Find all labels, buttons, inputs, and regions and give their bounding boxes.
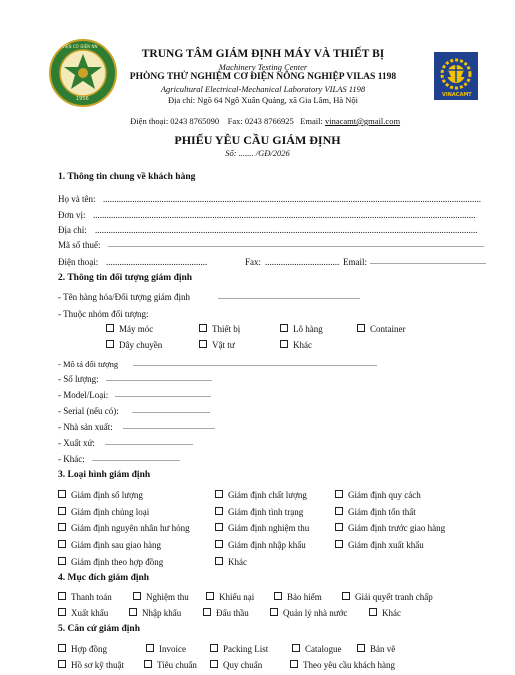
lab-name: PHÒNG THỬ NGHIỆM CƠ ĐIỆN NÔNG NGHIỆP VILAS 1198	[129, 72, 397, 82]
type-checkbox-ton-that[interactable]: Giám định tổn thất	[335, 507, 416, 517]
checkbox-icon[interactable]	[210, 660, 218, 668]
checkbox-icon[interactable]	[215, 523, 223, 531]
group-checkbox-may-moc[interactable]: Máy móc	[106, 324, 153, 334]
checkbox-icon[interactable]	[58, 644, 66, 652]
left-logo-text: VIỆN CƠ ĐIỆN NN	[62, 44, 98, 49]
checkbox-icon[interactable]	[199, 340, 207, 348]
name-label: Họ và tên:	[58, 194, 96, 204]
other-field[interactable]: ............................................	[92, 454, 180, 463]
checkbox-icon[interactable]	[106, 340, 114, 348]
type-checkbox-nguyen-nhan[interactable]: Giám định nguyên nhân hư hỏng	[58, 523, 190, 533]
type-checkbox-chat-luong[interactable]: Giám định chất lượng	[215, 490, 307, 500]
email-label: Email:	[343, 257, 367, 267]
basis-checkbox-theo-yeu-cau[interactable]: Theo yêu cầu khách hàng	[290, 660, 395, 670]
group-label: - Thuộc nhóm đối tượng:	[58, 309, 149, 319]
checkbox-icon[interactable]	[58, 490, 66, 498]
checkbox-icon[interactable]	[58, 523, 66, 531]
checkbox-icon[interactable]	[342, 592, 350, 600]
section4-heading: 4. Mục đích giám định	[58, 573, 150, 583]
name-field[interactable]: ........................................................................................................................................................................	[103, 194, 481, 204]
section2-heading: 2. Thông tin đối tượng giám định	[58, 273, 193, 283]
qty-field[interactable]: .....................................................	[106, 374, 212, 383]
tax-field[interactable]: ............................................................................................................................................................................................	[108, 240, 484, 249]
left-logo	[48, 38, 118, 108]
checkbox-icon[interactable]	[215, 540, 223, 548]
origin-label: - Xuất xứ:	[58, 438, 95, 448]
checkbox-icon[interactable]	[335, 507, 343, 515]
purpose-checkbox-bao-hiem[interactable]: Bảo hiểm	[274, 592, 322, 602]
basis-checkbox-quy-chuan[interactable]: Quy chuẩn	[210, 660, 262, 670]
type-checkbox-quy-cach[interactable]: Giám định quy cách	[335, 490, 421, 500]
phone-field[interactable]: .............................................	[106, 257, 208, 267]
purpose-checkbox-dau-thau[interactable]: Đấu thầu	[203, 608, 249, 618]
checkbox-icon[interactable]	[58, 608, 66, 616]
basis-checkbox-catalogue[interactable]: Catalogue	[292, 644, 342, 654]
section5-heading: 5. Căn cứ giám định	[58, 624, 140, 634]
basis-checkbox-tieu-chuan[interactable]: Tiêu chuẩn	[144, 660, 197, 670]
contact-prefix: Điện thoại: 0243 8765090 Fax: 0243 8766925 Email:	[130, 116, 325, 126]
checkbox-icon[interactable]	[58, 557, 66, 565]
checkbox-icon[interactable]	[199, 324, 207, 332]
purpose-checkbox-xuat-khau[interactable]: Xuất khẩu	[58, 608, 108, 618]
goods-field[interactable]: .......................................................................	[218, 292, 360, 301]
purpose-checkbox-tranh-chap[interactable]: Giải quyết tranh chấp	[342, 592, 433, 602]
checkbox-icon[interactable]	[206, 592, 214, 600]
basis-checkbox-hop-dong[interactable]: Hợp đồng	[58, 644, 107, 654]
checkbox-icon[interactable]	[146, 644, 154, 652]
checkbox-icon[interactable]	[280, 324, 288, 332]
basis-checkbox-packing-list[interactable]: Packing List	[210, 644, 268, 654]
org-name-en: Machinery Testing Center	[218, 62, 308, 72]
type-checkbox-tinh-trang[interactable]: Giám định tình trạng	[215, 507, 303, 517]
purpose-checkbox-khac[interactable]: Khác	[369, 608, 401, 618]
maker-label: - Nhà sản xuất:	[58, 422, 113, 432]
checkbox-icon[interactable]	[369, 608, 377, 616]
type-checkbox-sau-giao-hang[interactable]: Giám định sau giao hàng	[58, 540, 161, 550]
checkbox-icon[interactable]	[58, 660, 66, 668]
right-logo-text: VINACAMT	[442, 92, 472, 98]
group-checkbox-khac[interactable]: Khác	[280, 340, 312, 350]
checkbox-icon[interactable]	[58, 592, 66, 600]
model-label: - Model/Loại:	[58, 390, 109, 400]
checkbox-icon[interactable]	[144, 660, 152, 668]
email-field[interactable]: ..........................................................	[370, 257, 486, 266]
desc-label: - Mô tả đối tượng	[58, 359, 119, 369]
purpose-checkbox-nghiem-thu[interactable]: Nghiệm thu	[133, 592, 189, 602]
type-checkbox-nghiem-thu[interactable]: Giám định nghiệm thu	[215, 523, 309, 533]
checkbox-icon[interactable]	[58, 507, 66, 515]
checkbox-icon[interactable]	[270, 608, 278, 616]
lab-name-en: Agricultural Electrical-Mechanical Laboratory VILAS 1198	[160, 84, 366, 94]
checkbox-icon[interactable]	[274, 592, 282, 600]
goods-label: - Tên hàng hóa/Đối tượng giám định	[58, 292, 190, 302]
address: Địa chỉ: Ngõ 64 Ngô Xuân Quảng, xã Gia Lâm, Hà Nội	[167, 95, 359, 105]
desc-field[interactable]: ..........................................................................................................................	[133, 359, 377, 368]
checkbox-icon[interactable]	[215, 507, 223, 515]
checkbox-icon[interactable]	[280, 340, 288, 348]
checkbox-icon[interactable]	[290, 660, 298, 668]
fax-label: Fax:	[245, 257, 262, 267]
checkbox-icon[interactable]	[203, 608, 211, 616]
left-logo-year: 1956	[76, 96, 89, 102]
unit-label: Đơn vị:	[58, 210, 86, 220]
contact-line	[110, 106, 416, 126]
checkbox-icon[interactable]	[106, 324, 114, 332]
phone-label: Điện thoại:	[58, 257, 99, 267]
purpose-checkbox-quan-ly[interactable]: Quản lý nhà nước	[270, 608, 347, 618]
unit-field[interactable]: ..........................................................................................................................................................................	[93, 210, 476, 220]
right-logo	[434, 52, 478, 100]
address-field[interactable]: ..........................................................................................................................................................................	[95, 225, 478, 235]
type-checkbox-hop-dong[interactable]: Giám định theo hợp đồng	[58, 557, 163, 567]
group-checkbox-thiet-bi[interactable]: Thiết bị	[199, 324, 240, 334]
purpose-checkbox-nhap-khau[interactable]: Nhập khẩu	[129, 608, 181, 618]
group-checkbox-vat-tu[interactable]: Vật tư	[199, 340, 235, 350]
purpose-checkbox-khieu-nai[interactable]: Khiếu nại	[206, 592, 254, 602]
purpose-checkbox-thanh-toan[interactable]: Thanh toán	[58, 592, 112, 602]
checkbox-icon[interactable]	[129, 608, 137, 616]
form-number: Số: ....... /GĐ/2026	[225, 148, 290, 158]
type-checkbox-khac[interactable]: Khác	[215, 557, 247, 567]
checkbox-icon[interactable]	[335, 490, 343, 498]
origin-field[interactable]: ............................................	[105, 438, 193, 447]
checkbox-icon[interactable]	[215, 490, 223, 498]
org-name: TRUNG TÂM GIÁM ĐỊNH MÁY VÀ THIẾT BỊ	[141, 48, 385, 60]
type-checkbox-chung-loai[interactable]: Giám định chủng loại	[58, 507, 149, 517]
tax-label: Mã số thuế:	[58, 240, 101, 250]
group-checkbox-container[interactable]: Container	[357, 324, 406, 334]
qty-label: - Số lượng:	[58, 374, 99, 384]
serial-label: - Serial (nếu có):	[58, 406, 119, 416]
type-checkbox-nhap-khau[interactable]: Giám định nhập khẩu	[215, 540, 306, 550]
section1-heading: 1. Thông tin chung về khách hàng	[58, 172, 196, 182]
checkbox-icon[interactable]	[335, 523, 343, 531]
address-label: Địa chỉ:	[58, 225, 87, 235]
checkbox-icon[interactable]	[133, 592, 141, 600]
basis-checkbox-ho-so-ky-thuat[interactable]: Hồ sơ kỹ thuật	[58, 660, 124, 670]
checkbox-icon[interactable]	[357, 324, 365, 332]
fax-field[interactable]: .................................	[265, 257, 340, 267]
group-checkbox-day-chuyen[interactable]: Dây chuyền	[106, 340, 162, 350]
email-link[interactable]: vinacamt@gmail.com	[324, 116, 401, 126]
checkbox-icon[interactable]	[210, 644, 218, 652]
group-checkbox-lo-hang[interactable]: Lô hàng	[280, 324, 323, 334]
checkbox-icon[interactable]	[58, 540, 66, 548]
type-checkbox-truoc-giao-hang[interactable]: Giám định trước giao hàng	[335, 523, 445, 533]
serial-field[interactable]: .......................................	[132, 406, 210, 415]
maker-field[interactable]: ..............................................	[123, 422, 215, 431]
section3-heading: 3. Loại hình giám định	[58, 470, 151, 480]
basis-checkbox-ban-ve[interactable]: Bản vẽ	[357, 644, 395, 654]
checkbox-icon[interactable]	[292, 644, 300, 652]
model-field[interactable]: ................................................	[115, 390, 211, 399]
form-title: PHIẾU YÊU CẦU GIÁM ĐỊNH	[174, 133, 341, 147]
basis-checkbox-invoice[interactable]: Invoice	[146, 644, 186, 654]
checkbox-icon[interactable]	[215, 557, 223, 565]
checkbox-icon[interactable]	[357, 644, 365, 652]
other-label: - Khác:	[58, 454, 85, 464]
type-checkbox-xuat-khau[interactable]: Giám định xuất khẩu	[335, 540, 424, 550]
checkbox-icon[interactable]	[335, 540, 343, 548]
type-checkbox-so-luong[interactable]: Giám định số lượng	[58, 490, 143, 500]
